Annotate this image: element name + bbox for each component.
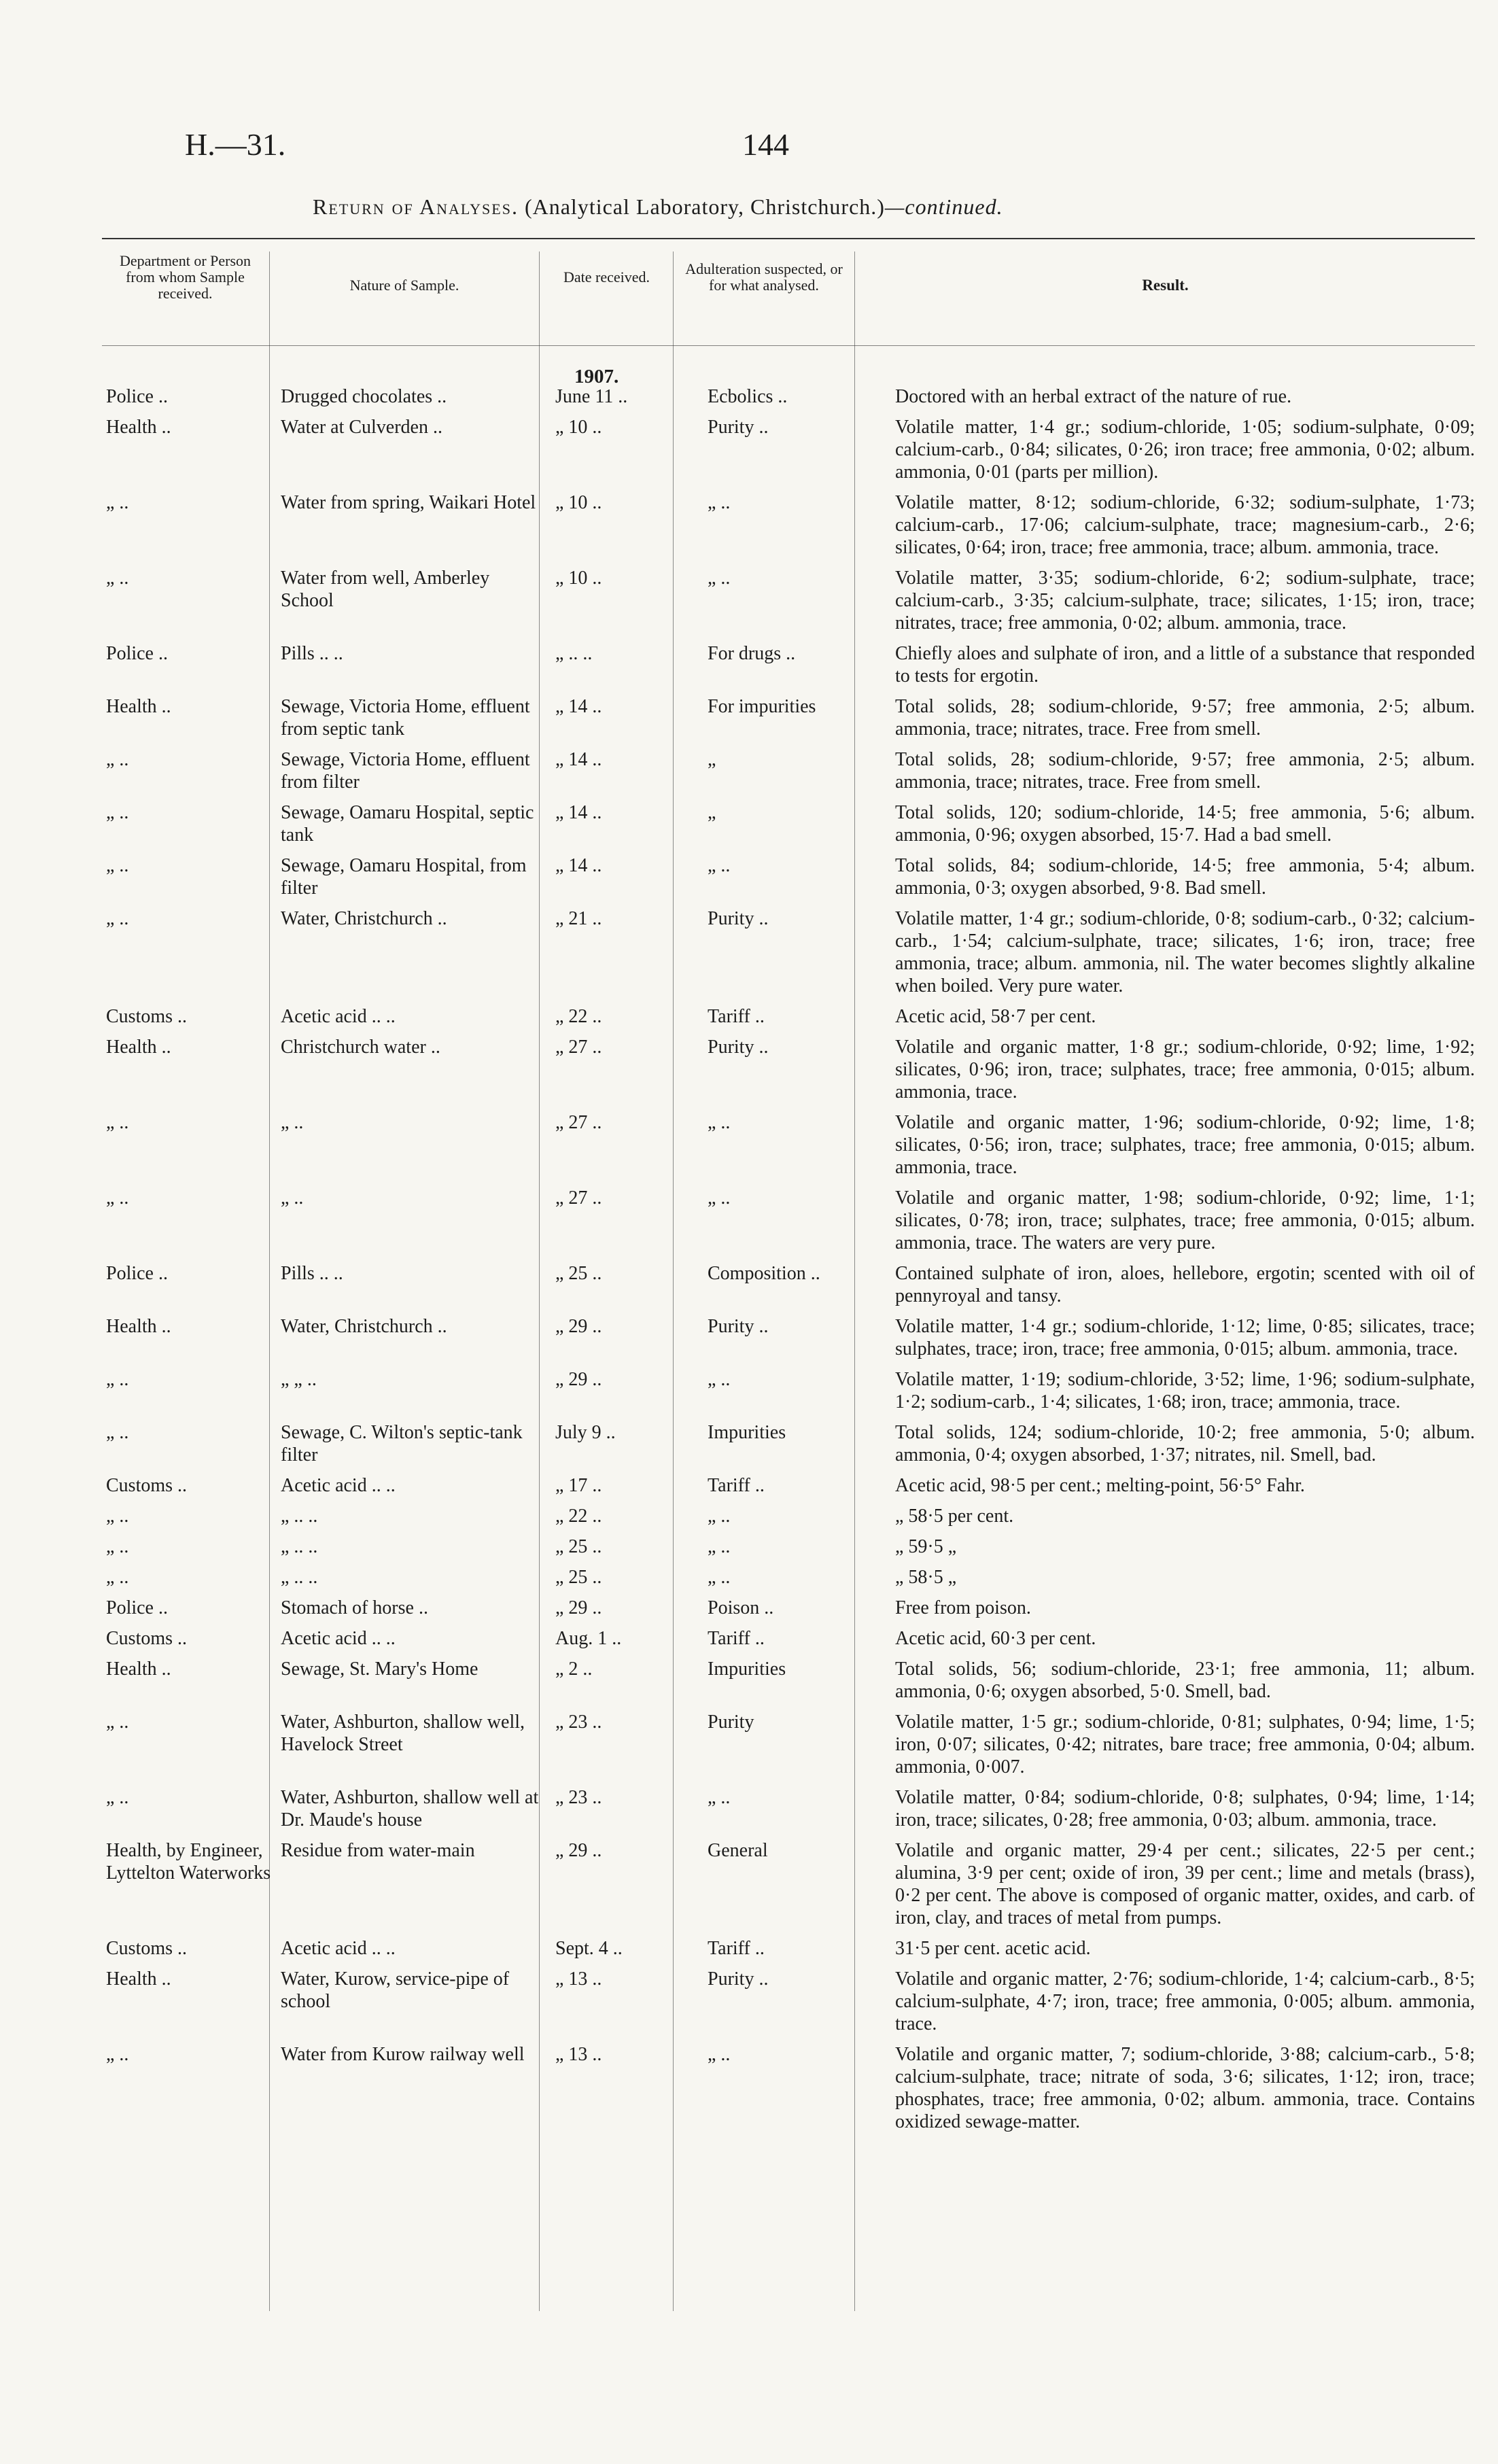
table-row: [102, 385, 1475, 408]
dept-cell: Health ..: [106, 696, 171, 717]
adulteration-cell: Tariff ..: [708, 1938, 765, 1959]
result-cell: Volatile and organic matter, 2·76; sodium-chloride, 1·4; calcium-carb., 8·5; calcium-sulphate, 4·7; iron, trace; free ammonia, 0·005; album. ammonia, trace.: [895, 1968, 1475, 2034]
result-cell: „ 58·5 per cent.: [895, 1506, 1014, 1527]
nature-cell: Sewage, Oamaru Hospital, septic tank: [281, 802, 534, 846]
dept-cell: Police ..: [106, 1597, 168, 1618]
adulteration-cell: Purity: [708, 1712, 754, 1733]
table-row: [102, 2035, 1475, 2133]
title-suffix: —continued.: [884, 194, 1003, 219]
dept-cell: Customs ..: [106, 1475, 188, 1496]
header-bottom-rule: [102, 345, 1475, 346]
result-cell: Volatile matter, 1·4 gr.; sodium-chloride, 0·8; sodium-carb., 0·32; calcium-carb., 1·54; calcium-sulphate, trace; silicates, 1·6; iron, trace; free ammonia, trace; album. ammonia, nil. The water becomes slightly alkaline when boiled. Very pure water.: [895, 908, 1475, 996]
date-cell: „ 23 ..: [555, 1712, 602, 1733]
nature-cell: Sewage, Victoria Home, effluent from septic tank: [281, 696, 530, 740]
date-cell: „ 21 ..: [555, 908, 602, 929]
date-cell: „ 10 ..: [555, 568, 602, 589]
table-row: [102, 559, 1475, 634]
dept-cell: Health ..: [106, 417, 171, 438]
result-cell: Doctored with an herbal extract of the nature of rue.: [895, 386, 1292, 407]
dept-cell: „ ..: [106, 1369, 129, 1390]
table-row: [102, 1589, 1475, 1619]
date-cell: „ 13 ..: [555, 2044, 602, 2065]
nature-cell: „ ..: [281, 1112, 304, 1133]
result-cell: Volatile matter, 3·35; sodium-chloride, 6·2; sodium-sulphate, trace; calcium-carb., 3·35; calcium-sulphate, trace; silicates, 1·15; iron, trace; nitrates, trace; free ammonia, 0·02; album. ammonia, trace.: [895, 568, 1475, 634]
result-cell: Volatile and organic matter, 1·98; sodium-chloride, 0·92; lime, 1·1; silicates, 0·78; iron, trace; sulphates, trace; free ammonia, 0·015; album. ammonia, trace. The waters are very pure.: [895, 1187, 1475, 1253]
result-cell: Total solids, 120; sodium-chloride, 14·5; free ammonia, 5·6; album. ammonia, 0·96; oxygen absorbed, 15·7. Had a bad smell.: [895, 802, 1475, 846]
table-row: [102, 1413, 1475, 1466]
dept-cell: „ ..: [106, 1187, 129, 1209]
adulteration-cell: Purity ..: [708, 908, 769, 929]
table-row: [102, 1307, 1475, 1360]
col-header-result: Result.: [1142, 277, 1189, 294]
return-title: [313, 194, 1003, 220]
dept-cell: „ ..: [106, 492, 129, 513]
adulteration-cell: „ ..: [708, 1506, 731, 1527]
dept-cell: „ ..: [106, 1712, 129, 1733]
date-cell: June 11 ..: [555, 386, 628, 407]
nature-cell: Residue from water-main: [281, 1840, 475, 1861]
nature-cell: Water at Culverden ..: [281, 417, 442, 438]
nature-cell: Water, Kurow, service-pipe of school: [281, 1968, 510, 2012]
nature-cell: „ .. ..: [281, 1567, 318, 1588]
col-header-dept: Department or Person from whom Sample received.: [119, 252, 251, 302]
date-cell: „ 22 ..: [555, 1006, 602, 1027]
result-cell: Acetic acid, 98·5 per cent.; melting-point, 56·5° Fahr.: [895, 1475, 1305, 1496]
nature-cell: Sewage, C. Wilton's septic-tank filter: [281, 1422, 523, 1465]
nature-cell: „ ..: [281, 1187, 304, 1209]
adulteration-cell: Purity ..: [708, 417, 769, 438]
adulteration-cell: „: [708, 749, 716, 770]
col-header-adulteration: Adulteration suspected, or for what analysed.: [685, 260, 843, 294]
date-cell: „ 29 ..: [555, 1369, 602, 1390]
adulteration-cell: For impurities: [708, 696, 816, 717]
date-cell: „ 25 ..: [555, 1263, 602, 1284]
result-cell: Free from poison.: [895, 1597, 1031, 1618]
adulteration-cell: „: [708, 802, 716, 823]
nature-cell: Water, Christchurch ..: [281, 1316, 447, 1337]
dept-cell: Health ..: [106, 1968, 171, 1990]
title-prefix: Return of Analyses.: [313, 194, 519, 219]
adulteration-cell: Poison ..: [708, 1597, 774, 1618]
date-cell: „ 29 ..: [555, 1597, 602, 1618]
table-row: [102, 1360, 1475, 1413]
date-cell: „ 10 ..: [555, 417, 602, 438]
table-row: [102, 634, 1475, 687]
nature-cell: Pills .. ..: [281, 643, 343, 664]
adulteration-cell: Tariff ..: [708, 1475, 765, 1496]
nature-cell: Acetic acid .. ..: [281, 1938, 396, 1959]
dept-cell: Police ..: [106, 1263, 168, 1284]
dept-cell: „ ..: [106, 802, 129, 823]
table-row: [102, 1778, 1475, 1831]
nature-cell: Water from spring, Waikari Hotel: [281, 492, 536, 513]
nature-cell: Water from Kurow railway well: [281, 2044, 525, 2065]
table-row: [102, 793, 1475, 846]
adulteration-cell: Tariff ..: [708, 1006, 765, 1027]
result-cell: Volatile matter, 0·84; sodium-chloride, 0·8; sulphates, 0·94; lime, 1·14; iron, trace; silicates, 0·28; free ammonia, 0·03; album. ammonia, trace.: [895, 1787, 1475, 1830]
date-cell: „ 25 ..: [555, 1567, 602, 1588]
result-cell: Volatile and organic matter, 29·4 per cent.; silicates, 22·5 per cent.; alumina, 3·9 per cent; oxide of iron, 39 per cent.; lime and metals (brass), 0·2 per cent. The above is composed of organic matter, oxides, and carb. of iron, clay, and traces of metal from pumps.: [895, 1840, 1475, 1928]
dept-cell: „ ..: [106, 749, 129, 770]
adulteration-cell: „ ..: [708, 1787, 731, 1808]
nature-cell: Pills .. ..: [281, 1263, 343, 1284]
result-cell: Volatile matter, 1·19; sodium-chloride, 3·52; lime, 1·96; sodium-sulphate, 1·2; sodium-carb., 1·4; silicates, 1·68; iron, trace; ammonia, trace.: [895, 1369, 1475, 1412]
nature-cell: Stomach of horse ..: [281, 1597, 428, 1618]
nature-cell: Water, Ashburton, shallow well at Dr. Maude's house: [281, 1787, 539, 1830]
adulteration-cell: General: [708, 1840, 768, 1861]
table-row: [102, 1929, 1475, 1960]
result-cell: Volatile and organic matter, 7; sodium-chloride, 3·88; calcium-carb., 5·8; calcium-sulphate, trace; nitrate of soda, 3·6; silicates, 1·12; iron, trace; phosphates, trace; free ammonia, 0·02; album. ammonia, trace. Contains oxidized sewage-matter.: [895, 2044, 1475, 2132]
table-row: [102, 687, 1475, 740]
nature-cell: „ „ ..: [281, 1369, 317, 1390]
adulteration-cell: Ecbolics ..: [708, 386, 788, 407]
page-number: 144: [742, 127, 789, 162]
result-cell: Volatile matter, 8·12; sodium-chloride, 6·32; sodium-sulphate, 1·73; calcium-carb., 17·06; calcium-sulphate, trace; magnesium-carb., 2·6; silicates, 0·64; iron, trace; free ammonia, trace; album. ammonia, trace.: [895, 492, 1475, 558]
dept-cell: „ ..: [106, 1567, 129, 1588]
result-cell: Volatile matter, 1·4 gr.; sodium-chloride, 1·12; lime, 0·85; silicates, trace; sulphates, trace; iron, trace; free ammonia, 0·015; album. ammonia, trace.: [895, 1316, 1475, 1359]
table-row: [102, 997, 1475, 1028]
dept-cell: „ ..: [106, 1787, 129, 1808]
table-row: [102, 1254, 1475, 1307]
adulteration-cell: „ ..: [708, 568, 731, 589]
adulteration-cell: Impurities: [708, 1422, 786, 1443]
table-row: [102, 899, 1475, 997]
year-label: 1907.: [574, 366, 619, 387]
nature-cell: Acetic acid .. ..: [281, 1006, 396, 1027]
result-cell: Total solids, 124; sodium-chloride, 10·2; free ammonia, 5·0; album. ammonia, 0·4; oxygen absorbed, 1·37; nitrates, nil. Smell, bad.: [895, 1422, 1475, 1465]
result-cell: Contained sulphate of iron, aloes, hellebore, ergotin; scented with oil of pennyroyal and tansy.: [895, 1263, 1475, 1306]
nature-cell: Sewage, St. Mary's Home: [281, 1659, 478, 1680]
result-cell: Volatile matter, 1·5 gr.; sodium-chloride, 0·81; sulphates, 0·94; lime, 1·5; iron, 0·07; silicates, 0·42; nitrates, bare trace; free ammonia, 0·04; album. ammonia, 0·007.: [895, 1712, 1475, 1777]
title-middle: (Analytical Laboratory, Christchurch.): [524, 194, 885, 219]
date-cell: „ 14 ..: [555, 855, 602, 876]
result-cell: „ 58·5 „: [895, 1567, 957, 1588]
nature-cell: Sewage, Victoria Home, effluent from filter: [281, 749, 530, 793]
analyses-table: [102, 385, 1475, 2133]
dept-cell: Police ..: [106, 386, 168, 407]
adulteration-cell: „ ..: [708, 1112, 731, 1133]
nature-cell: Water, Ashburton, shallow well, Havelock Street: [281, 1712, 525, 1755]
dept-cell: Police ..: [106, 643, 168, 664]
result-cell: Acetic acid, 60·3 per cent.: [895, 1628, 1096, 1649]
adulteration-cell: „ ..: [708, 1369, 731, 1390]
dept-cell: „ ..: [106, 855, 129, 876]
adulteration-cell: „ ..: [708, 2044, 731, 2065]
table-row: [102, 1650, 1475, 1703]
table-row: [102, 1466, 1475, 1497]
adulteration-cell: „ ..: [708, 492, 731, 513]
result-cell: Total solids, 28; sodium-chloride, 9·57; free ammonia, 2·5; album. ammonia, trace; nitrates, trace. Free from smell.: [895, 749, 1475, 793]
adulteration-cell: Tariff ..: [708, 1628, 765, 1649]
table-row: [102, 1619, 1475, 1650]
table-row: [102, 483, 1475, 559]
nature-cell: Water from well, Amberley School: [281, 568, 490, 611]
adulteration-cell: Purity ..: [708, 1968, 769, 1990]
nature-cell: Sewage, Oamaru Hospital, from filter: [281, 855, 527, 899]
date-cell: „ 10 ..: [555, 492, 602, 513]
nature-cell: „ .. ..: [281, 1506, 318, 1527]
table-row: [102, 1831, 1475, 1929]
result-cell: Total solids, 28; sodium-chloride, 9·57; free ammonia, 2·5; album. ammonia, trace; nitrates, trace. Free from smell.: [895, 696, 1475, 740]
nature-cell: Drugged chocolates ..: [281, 386, 447, 407]
dept-cell: „ ..: [106, 1506, 129, 1527]
dept-cell: Customs ..: [106, 1938, 188, 1959]
date-cell: „ 29 ..: [555, 1840, 602, 1861]
nature-cell: Water, Christchurch ..: [281, 908, 447, 929]
table-row: [102, 740, 1475, 793]
adulteration-cell: „ ..: [708, 855, 731, 876]
dept-cell: „ ..: [106, 908, 129, 929]
date-cell: „ 2 ..: [555, 1659, 593, 1680]
date-cell: „ 29 ..: [555, 1316, 602, 1337]
table-row: [102, 1103, 1475, 1179]
dept-cell: Customs ..: [106, 1628, 188, 1649]
result-cell: Volatile matter, 1·4 gr.; sodium-chloride, 1·05; sodium-sulphate, 0·09; calcium-carb., 0·84; silicates, 0·26; iron trace; free ammonia, 0·02; album. ammonia, 0·01 (parts per million).: [895, 417, 1475, 483]
date-cell: Sept. 4 ..: [555, 1938, 623, 1959]
table-row: [102, 1179, 1475, 1254]
page-identifier: H.—31.: [185, 127, 286, 162]
table-row: [102, 1558, 1475, 1589]
adulteration-cell: „ ..: [708, 1187, 731, 1209]
table-row: [102, 1527, 1475, 1558]
nature-cell: „ .. ..: [281, 1536, 318, 1557]
date-cell: „ 22 ..: [555, 1506, 602, 1527]
result-cell: Acetic acid, 58·7 per cent.: [895, 1006, 1096, 1027]
result-cell: „ 59·5 „: [895, 1536, 957, 1557]
dept-cell: „ ..: [106, 568, 129, 589]
nature-cell: Christchurch water ..: [281, 1037, 440, 1058]
header-top-rule: [102, 238, 1475, 239]
table-row: [102, 846, 1475, 899]
adulteration-cell: For drugs ..: [708, 643, 796, 664]
date-cell: „ 17 ..: [555, 1475, 602, 1496]
adulteration-cell: Purity ..: [708, 1316, 769, 1337]
date-cell: „ 27 ..: [555, 1112, 602, 1133]
col-header-date: Date received.: [563, 268, 650, 285]
date-cell: July 9 ..: [555, 1422, 616, 1443]
adulteration-cell: „ ..: [708, 1536, 731, 1557]
date-cell: „ 27 ..: [555, 1037, 602, 1058]
date-cell: „ 14 ..: [555, 749, 602, 770]
dept-cell: Customs ..: [106, 1006, 188, 1027]
table-row: [102, 1028, 1475, 1103]
date-cell: „ 27 ..: [555, 1187, 602, 1209]
dept-cell: „ ..: [106, 1112, 129, 1133]
result-cell: Volatile and organic matter, 1·8 gr.; sodium-chloride, 0·92; lime, 1·92; silicates, 0·96; iron, trace; sulphates, trace; free ammonia, 0·015; album. ammonia, trace.: [895, 1037, 1475, 1103]
dept-cell: „ ..: [106, 1536, 129, 1557]
result-cell: 31·5 per cent. acetic acid.: [895, 1938, 1091, 1959]
dept-cell: Health ..: [106, 1037, 171, 1058]
nature-cell: Acetic acid .. ..: [281, 1628, 396, 1649]
result-cell: Total solids, 56; sodium-chloride, 23·1; free ammonia, 11; album. ammonia, 0·6; oxygen absorbed, 5·0. Smell, bad.: [895, 1659, 1475, 1702]
result-cell: Total solids, 84; sodium-chloride, 14·5; free ammonia, 5·4; album. ammonia, 0·3; oxygen absorbed, 9·8. Bad smell.: [895, 855, 1475, 899]
dept-cell: „ ..: [106, 1422, 129, 1443]
table-row: [102, 1497, 1475, 1527]
adulteration-cell: „ ..: [708, 1567, 731, 1588]
date-cell: „ 14 ..: [555, 802, 602, 823]
adulteration-cell: Purity ..: [708, 1037, 769, 1058]
date-cell: Aug. 1 ..: [555, 1628, 622, 1649]
adulteration-cell: Composition ..: [708, 1263, 820, 1284]
date-cell: „ 23 ..: [555, 1787, 602, 1808]
dept-cell: „ ..: [106, 2044, 129, 2065]
nature-cell: Acetic acid .. ..: [281, 1475, 396, 1496]
date-cell: „ .. ..: [555, 643, 593, 664]
dept-cell: Health ..: [106, 1316, 171, 1337]
table-row: [102, 1703, 1475, 1778]
date-cell: „ 14 ..: [555, 696, 602, 717]
date-cell: „ 25 ..: [555, 1536, 602, 1557]
result-cell: Chiefly aloes and sulphate of iron, and a little of a substance that responded to tests for ergotin.: [895, 643, 1475, 687]
table-row: [102, 1960, 1475, 2035]
result-cell: Volatile and organic matter, 1·96; sodium-chloride, 0·92; lime, 1·8; silicates, 0·56; iron, trace; sulphates, trace; free ammonia, 0·015; album. ammonia, trace.: [895, 1112, 1475, 1178]
dept-cell: Health, by Engineer, Lyttelton Waterworks: [106, 1840, 271, 1884]
col-header-nature: Nature of Sample.: [349, 277, 459, 294]
table-row: [102, 408, 1475, 483]
adulteration-cell: Impurities: [708, 1659, 786, 1680]
dept-cell: Health ..: [106, 1659, 171, 1680]
date-cell: „ 13 ..: [555, 1968, 602, 1990]
